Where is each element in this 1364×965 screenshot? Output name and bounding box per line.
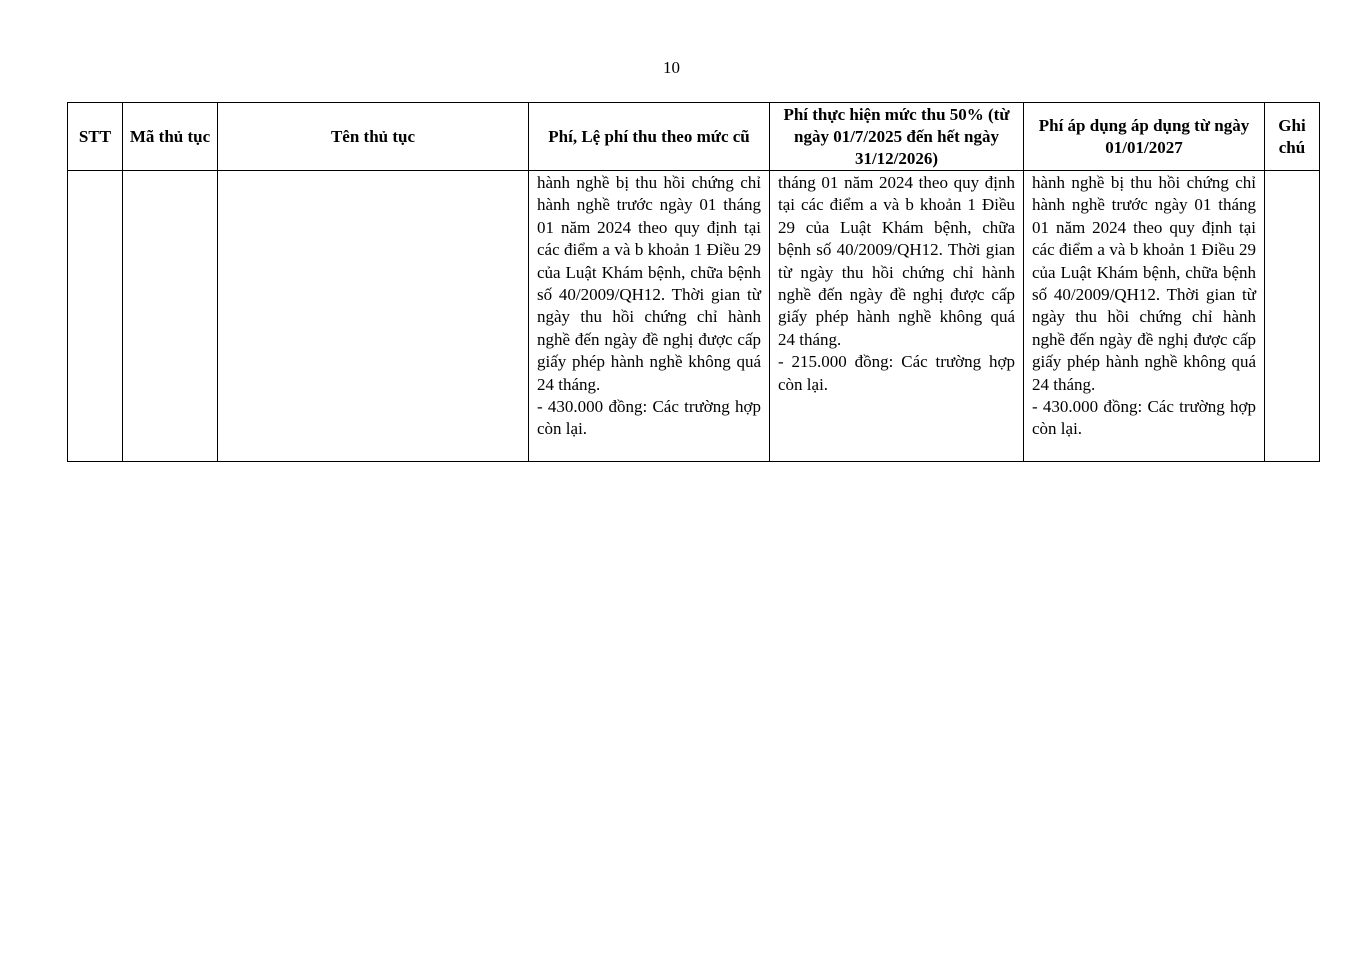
cell-ten-thu-tuc <box>218 171 529 462</box>
phi-50-paragraph-1: tháng 01 năm 2024 theo quy định tại các điểm a và b khoản 1 Điều 29 của Luật Khám bệnh, chữa bệnh số 40/2009/QH12. Thời gian từ ngày thu hồi chứng chỉ hành nghề đến ngày đề nghị được cấp giấy phép hành nghề không quá 24 tháng. <box>778 173 1015 349</box>
phi-50-paragraph-2: - 215.000 đồng: Các trường hợp còn lại. <box>778 352 1015 394</box>
header-stt: STT <box>68 103 123 171</box>
cell-phi-2027 <box>1024 171 1265 462</box>
phi-2027-paragraph-2: - 430.000 đồng: Các trường hợp còn lại. <box>1032 397 1256 439</box>
cell-phi-50 <box>770 171 1024 462</box>
cell-ghi-chu-text <box>1265 171 1319 172</box>
phi-cu-paragraph-1: hành nghề bị thu hồi chứng chỉ hành nghề trước ngày 01 tháng 01 năm 2024 theo quy định tại các điểm a và b khoản 1 Điều 29 của Luật Khám bệnh, chữa bệnh số 40/2009/QH12. Thời gian từ ngày thu hồi chứng chỉ hành nghề đến ngày đề nghị được cấp giấy phép hành nghề không quá 24 tháng. <box>537 173 761 394</box>
table-row <box>68 171 1320 462</box>
header-phi-cu: Phí, Lệ phí thu theo mức cũ <box>529 103 770 171</box>
phi-cu-paragraph-2: - 430.000 đồng: Các trường hợp còn lại. <box>537 397 761 439</box>
cell-ma-thu-tuc-text <box>123 171 217 172</box>
cell-stt-text <box>68 171 122 172</box>
header-ghi-chu: Ghi chú <box>1265 103 1320 171</box>
header-phi-2027: Phí áp dụng áp dụng từ ngày 01/01/2027 <box>1024 103 1265 171</box>
cell-stt <box>68 171 123 462</box>
table-header-row <box>68 103 1320 171</box>
fee-table <box>67 102 1320 462</box>
phi-2027-paragraph-1: hành nghề bị thu hồi chứng chỉ hành nghề trước ngày 01 tháng 01 năm 2024 theo quy định tại các điểm a và b khoản 1 Điều 29 của Luật Khám bệnh, chữa bệnh số 40/2009/QH12. Thời gian từ ngày thu hồi chứng chỉ hành nghề đến ngày đề nghị được cấp giấy phép hành nghề không quá 24 tháng. <box>1032 173 1256 394</box>
header-phi-50: Phí thực hiện mức thu 50% (từ ngày 01/7/2025 đến hết ngày 31/12/2026) <box>770 103 1024 171</box>
cell-ma-thu-tuc <box>123 171 218 462</box>
header-ma-thu-tuc: Mã thủ tục <box>123 103 218 171</box>
cell-phi-cu <box>529 171 770 462</box>
header-ten-thu-tuc: Tên thủ tục <box>218 103 529 171</box>
cell-ten-thu-tuc-text <box>218 171 528 172</box>
cell-ghi-chu <box>1265 171 1320 462</box>
page-number: 10 <box>663 58 680 77</box>
